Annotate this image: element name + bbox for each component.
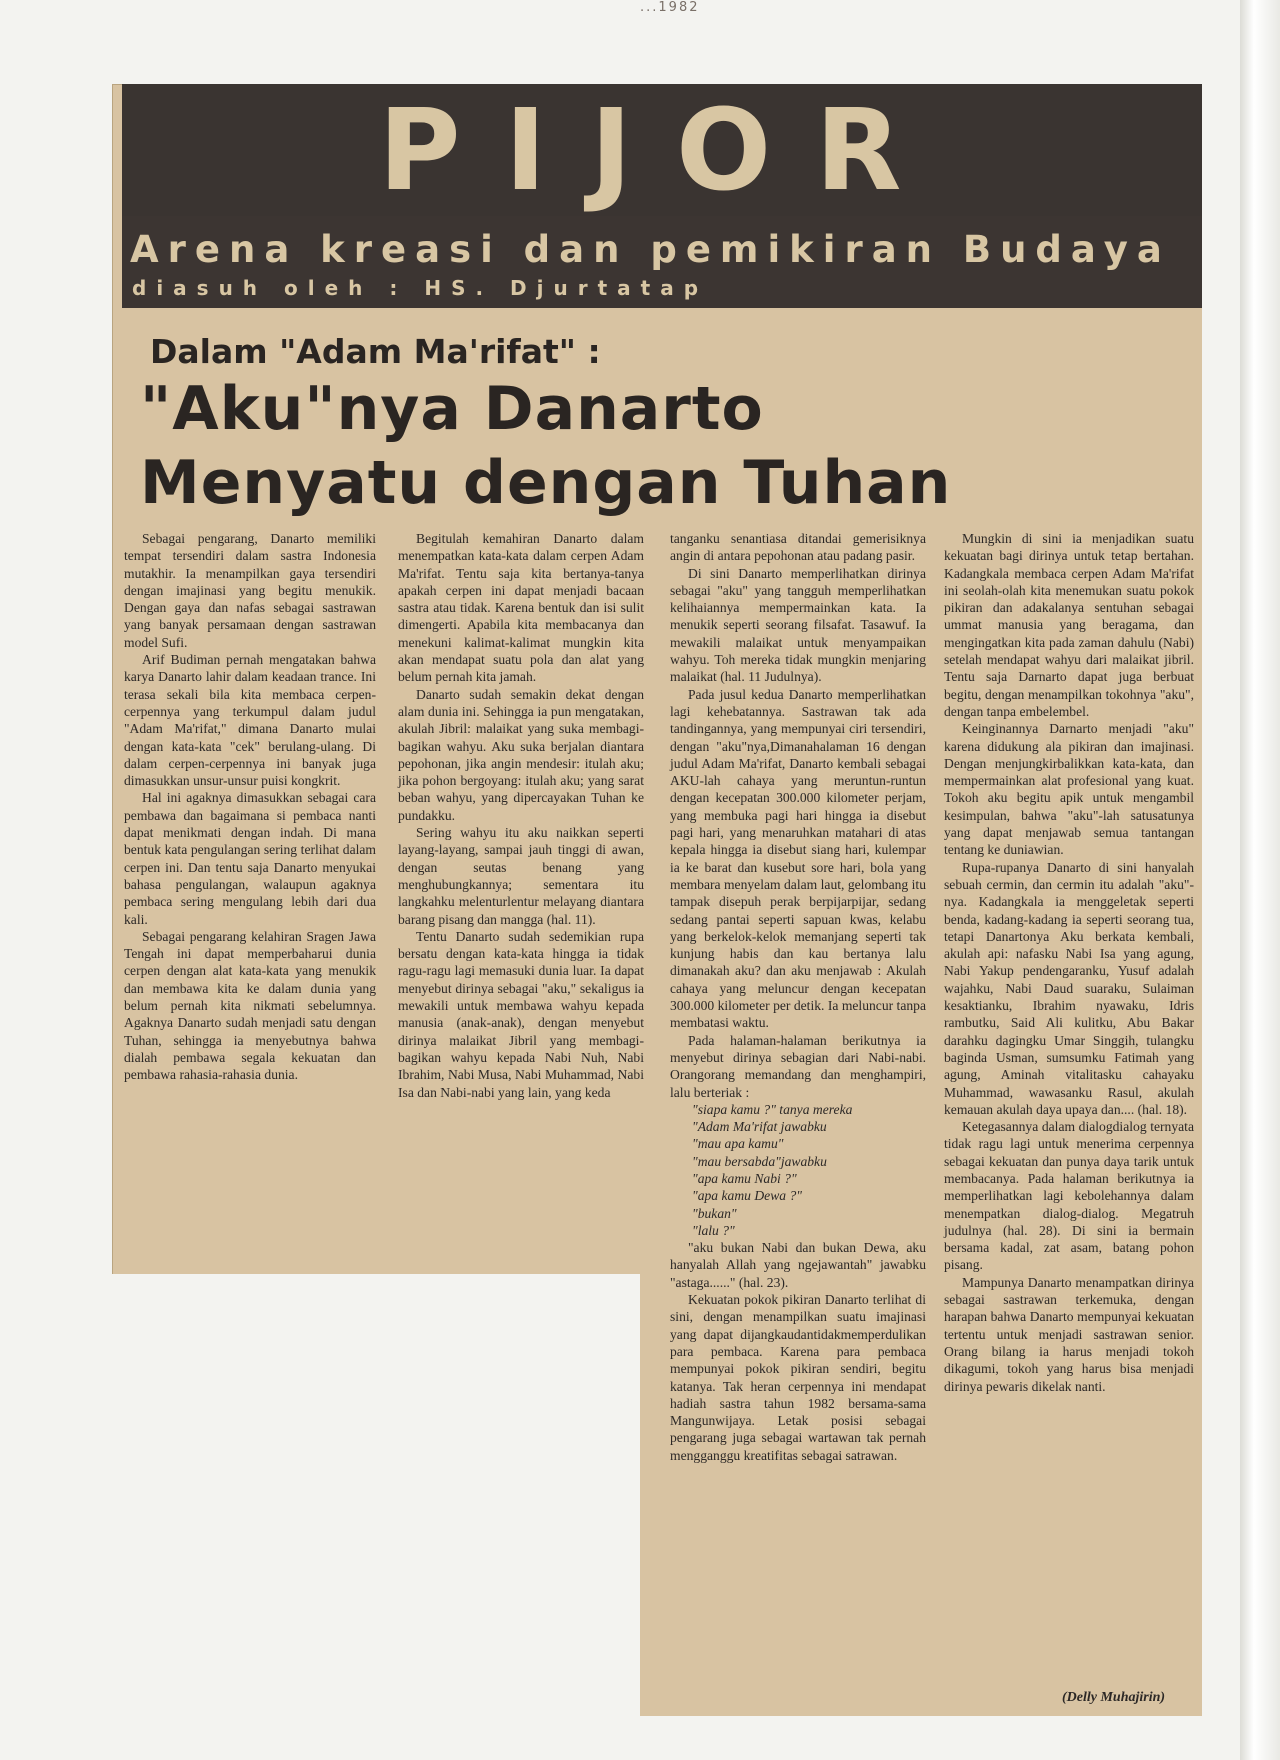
paragraph: Arif Budiman pernah mengatakan bahwa karya Danarto lahir dalam keadaan trance. Ini terasa sekali bila kita membaca cerpen-cerpennya yang terkumpul dalam judul "Adam Ma'rifat," dimana Danarto mulai dengan kata-kata "cek" berulang-ulang. Di dalam cerpen-cerpennya ini banyak juga dimasukkan unsur-unsur puisi kongkrit. [124, 652, 376, 789]
masthead-title: PIJOR [378, 86, 946, 216]
paragraph: Mungkin di sini ia menjadikan suatu kekuatan bagi dirinya untuk tetap bertahan. Kadangkala membaca cerpen Adam Ma'rifat ini seolah-olah kita menemukan suatu pokok pikiran dan adakalanya sentuhan sebagai ummat manusia yang beragama, dan mengingatkan kita pada zaman dahulu (Nabi) setelah mendapat wahyu dari malaikat jibril. Tentu saja Darnarto dapat juga berbuat begitu, dengan menampilkan tokohnya "aku", dengan tanpa embelembel. [944, 531, 1194, 719]
masthead-editor: diasuh oleh : HS. Djurtatap [132, 276, 709, 300]
paragraph: "aku bukan Nabi dan bukan Dewa, aku hanyalah Allah yang ngejawantah" jawabku "astaga......" (hal. 23). [670, 1240, 926, 1290]
paragraph: Sering wahyu itu aku naikkan seperti layang-layang, sampai jauh tinggi di awan, dengan seutas benang yang menghubungkannya; sementara itu langkahku melenturlentur melayang diantara barang pisang dan mangga (hal. 11). [398, 825, 644, 927]
article-column-3 [670, 530, 926, 1464]
article-column-4 [944, 530, 1194, 1395]
headline-line-2: Menyatu dengan Tuhan [140, 448, 952, 518]
masthead [122, 84, 1202, 216]
paragraph: Pada jusul kedua Danarto memperlihatkan lagi kehebatannya. Sastrawan tak ada tandingannya, yang mempunyai ciri tersendiri, dengan "aku"nya,Dimanahalaman 16 dengan judul Adam Ma'rifat, Danarto kembali sebagai AKU-lah cahaya yang meruntun-runtun dengan kecepatan 300.000 kilometer perjam, yang membuka pagi hari hingga ia disebut pagi hari, yang menaruhkan matahari di atas kepala hingga ia disebut siang hari, kulempar ia ke barat dan kusebut sore hari, bola yang membara menyelam dalam laut, gelombang itu tampak disepuh perak berpijarpijar, sedang sedang pantai seperti sapuan kwas, kelabu yang berkelok-kelok memanjang seperti tak kunjung habis dan kau bertanya lalu dimanakah aku? dan aku menjawab : Akulah cahaya yang meluncur dengan kecepatan 300.000 kilometer per detik. Ia meluncur tanpa membatasi waktu. [670, 686, 926, 1031]
paragraph: Begitulah kemahiran Danarto dalam menempatkan kata-kata dalam cerpen Adam Ma'rifat. Tentu saja kita bertanya-tanya apakah cerpen ini dapat menjadi bacaan sastra atau tidak. Karena bentuk dan isi sulit dimengerti. Apabila kita membacanya dan menekuni kalimat-kalimat mungkin kita akan mendapat suatu pola dan alat yang belum pernah kita jamah. [398, 531, 644, 685]
paragraph: Sebagai pengarang, Danarto memiliki tempat tersendiri dalam sastra Indonesia mutakhir. Ia menampilkan gaya tersendiri dengan imajinasi yang begitu menukik. Dengan gaya dan nafas sebagai sastrawan yang banyak persamaan dengan sastrawan model Sufi. [124, 531, 376, 650]
paragraph: Mampunya Danarto menampatkan dirinya sebagai sastrawan terkemuka, dengan harapan bahwa Danarto mempunyai kekuatan tertentu untuk menjadi sastrawan senior. Orang bilang ia harus menjadi tokoh dikagumi, tokoh yang harus bisa menjadi dirinya pewaris dikelak nanti. [944, 1274, 1194, 1394]
headline-line-1: "Aku"nya Danarto [140, 374, 764, 444]
paragraph: Sebagai pengarang kelahiran Sragen Jawa Tengah ini dapat memperbaharui dunia cerpen dengan alat kata-kata yang menukik dan membawa kita ke dalam dunia yang belum pernah kita nikmati sebelumnya. Agaknya Danarto sudah menjadi satu dengan Tuhan, sehingga ia menyebutnya bahwa dialah pembawa segala kekuatan dan pembawa rahasia-rahasia dunia. [124, 928, 376, 1083]
dialogue-line: "lalu ?" [692, 1222, 735, 1238]
dialogue-line: "siapa kamu ?" tanya mereka [692, 1101, 853, 1117]
paragraph: Ketegasannya dalam dialogdialog ternyata tidak ragu lagi untuk menerima cerpennya sebagai kekuatan dan punya daya tarik untuk membacanya. Pada halaman berikutnya ia memperlihatkan lagi kebolehannya dalam menempatkan dialog-dialog. Megatruh judulnya (hal. 28). Di sini ia bermain bersama kadal, zat asam, batang pohon pisang. [944, 1119, 1194, 1273]
dialogue-line: "apa kamu Nabi ?" [692, 1170, 797, 1186]
paragraph: tanganku senantiasa ditandai gemerisiknya angin di antara pepohonan atau padang pasir. [670, 531, 926, 564]
paragraph: Tentu Danarto sudah sedemikian rupa bersatu dengan kata-kata hingga ia tidak ragu-ragu lagi memasuki dunia luar. Ia dapat menyebut dirinya sebagai "aku," sekaligus ia mewakili untuk membawa wahyu kepada manusia (anak-anak), dengan menyebut dirinya malaikat Jibril yang membagi-bagikan wahyu kepada Nabi Nuh, Nabi Ibrahim, Nabi Musa, Nabi Muhammad, Nabi Isa dan Nabi-nabi yang lain, yang keda [398, 928, 644, 1100]
dialogue-line: "apa kamu Dewa ?" [692, 1188, 802, 1204]
article-column-1 [124, 530, 376, 1084]
paragraph: Danarto sudah semakin dekat dengan alam dunia ini. Sehingga ia pun mengatakan, akulah Jibril: malaikat yang suka membagi-bagikan wahyu. Aku suka berjalan diantara pepohonan, jika angin mendesir: itulah aku; jika pohon bergoyang: itulah aku; yang sarat beban wahyu, yang dipercayakan Tuhan ke pundakku. [398, 686, 644, 823]
paragraph: Rupa-rupanya Danarto di sini hanyalah sebuah cermin, dan cermin itu adalah "aku"-nya. Kadangkala ia menggeletak seperti benda, kadang-kadang ia seperti seorang tua, tetapi Danartonya Aku berkata kembali, akulah api: nafasku Nabi Isa yang agung, Nabi Yakup pendengaranku, Yusuf adalah wajahku, Nabi Daud suaraku, Sulaiman kesaktianku, Ibrahim nyawaku, Idris rambutku, Said Ali kulitku, Abu Bakar darahku dagingku Umar Singgih, tulangku baginda Usman, sumsumku Fatimah yang agung, Aminah vitalitasku cahayaku Muhammad, wawasanku Rasul, akulah kemauan akulah daya upaya dan.... (hal. 18). [944, 859, 1194, 1117]
paper-edge [1240, 0, 1280, 1760]
paragraph: Kekuatan pokok pikiran Danarto terlihat di sini, dengan menampilkan suatu imajinasi yang dapat dijangkaudantidakmemperdulikan para pembaca. Karena para pembaca mempunyai pokok pikiran sendiri, begitu katanya. Tak heran cerpennya ini mendapat hadiah sastra tahun 1982 bersama-sama Mangunwijaya. Letak posisi sebagai pengarang juga sebagai wartawan tak pernah mengganggu kreatifitas sebagai satrawan. [670, 1292, 926, 1463]
masthead-subtitle: Arena kreasi dan pemikiran Budaya [130, 228, 1171, 271]
paragraph: Hal ini agaknya dimasukkan sebagai cara pembawa dan bagaimana si pembaca nanti dapat menikmati dengan indah. Di mana bentuk kata pengulangan sering terlihat dalam cerpen ini. Dan tentu saja Danarto menyukai bahasa pengulangan, walaupun agaknya pembaca sering mengulang lebih dari dua kali. [124, 790, 376, 927]
dialogue-line: "mau bersabda"jawabku [692, 1153, 827, 1169]
article-column-2 [398, 530, 644, 1101]
article-headline [140, 372, 1200, 520]
dialogue-line: "mau apa kamu" [692, 1136, 784, 1152]
paragraph: Di sini Danarto memperlihatkan dirinya sebagai "aku" yang tangguh memperlihatkan kelihaiannya mempermainkan kata. Ia menukik seperti seorang filsafat. Tasawuf. Ia mewakili malaikat untuk menyampaikan wahyu. Toh mereka tidak mungkin menjaring malaikat (hal. 11 Judulnya). [670, 565, 926, 685]
dialogue-line: "Adam Ma'rifat jawabku [692, 1119, 827, 1135]
paragraph: Pada halaman-halaman berikutnya ia menyebut dirinya sebagian dari Nabi-nabi. Orangorang memandang dan menghampiri, lalu berteriak : [670, 1032, 926, 1100]
article-byline: (Delly Muhajirin) [1062, 1690, 1166, 1705]
dialogue-line: "bukan" [692, 1205, 737, 1221]
paragraph: Keinginannya Darnarto menjadi "aku" karena didukung ala pikiran dan imajinasi. Dengan menjungkirbalikkan kata-kata, dan mempermainkan alat profesional yang kuat. Tokoh aku begitu apik untuk mengambil kesimpulan, bahwa "aku"-lah satusatunya yang dapat menjawab semua tantangan tentang ke duniawian. [944, 721, 1194, 858]
top-scrap-text: ...1982 [640, 0, 700, 15]
article-kicker: Dalam "Adam Ma'rifat" : [150, 332, 601, 371]
